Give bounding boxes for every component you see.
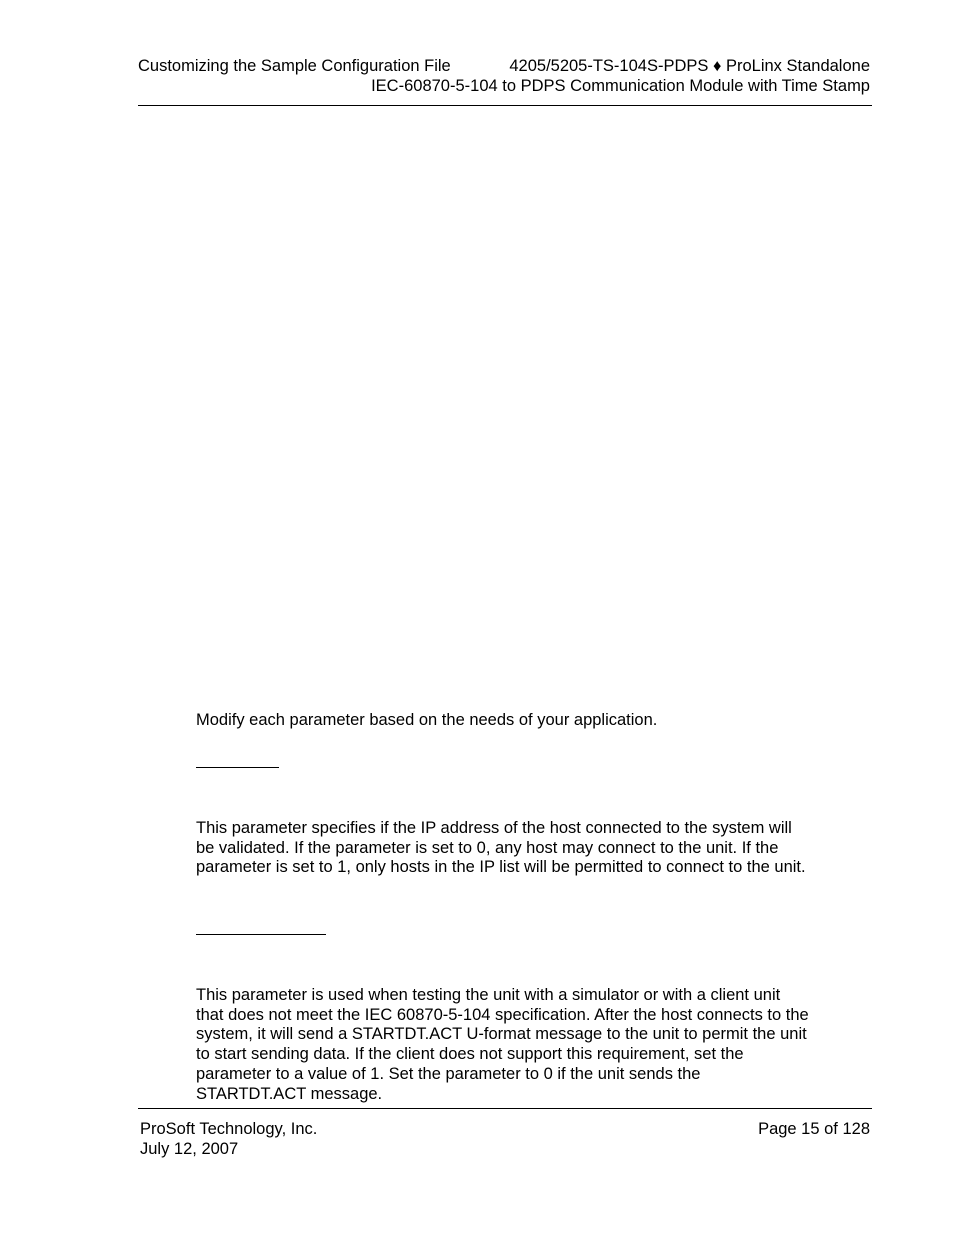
page-header: [138, 56, 870, 96]
footer-page-number: Page 15 of 128: [758, 1120, 870, 1138]
parameter-name-underline-2: [196, 934, 326, 935]
header-line-1: [138, 56, 870, 76]
section-2-paragraph: This parameter is used when testing the unit with a simulator or with a client unit that does not meet the IEC 60870-5-104 specification. After the host connects to the system, it will send a STARTDT.ACT U-format message to the unit to permit the unit to start sending data. If the client does not support this requirement, set the parameter to a value of 1. Set the parameter to 0 if the unit sends the STARTDT.ACT message.: [196, 986, 809, 1103]
footer-date: July 12, 2007: [140, 1140, 239, 1158]
header-product-title: 4205/5205-TS-104S-PDPS ♦ ProLinx Standalone: [509, 57, 870, 75]
intro-paragraph: Modify each parameter based on the needs of your application.: [196, 711, 658, 729]
parameter-name-underline-1: [196, 767, 279, 768]
footer-row-1: [140, 1119, 870, 1139]
footer-rule: [138, 1108, 872, 1109]
footer-company: ProSoft Technology, Inc.: [140, 1120, 318, 1138]
section-1-paragraph: This parameter specifies if the IP address of the host connected to the system will be validated. If the parameter is set to 0, any host may connect to the unit. If the parameter is set to 1, only hosts in the IP list will be permitted to connect to the unit.: [196, 819, 806, 877]
page-footer: [140, 1119, 870, 1159]
header-subtitle: IEC-60870-5-104 to PDPS Communication Module with Time Stamp: [371, 77, 870, 95]
header-section-title: Customizing the Sample Configuration File: [138, 57, 451, 75]
header-rule: [138, 105, 872, 106]
